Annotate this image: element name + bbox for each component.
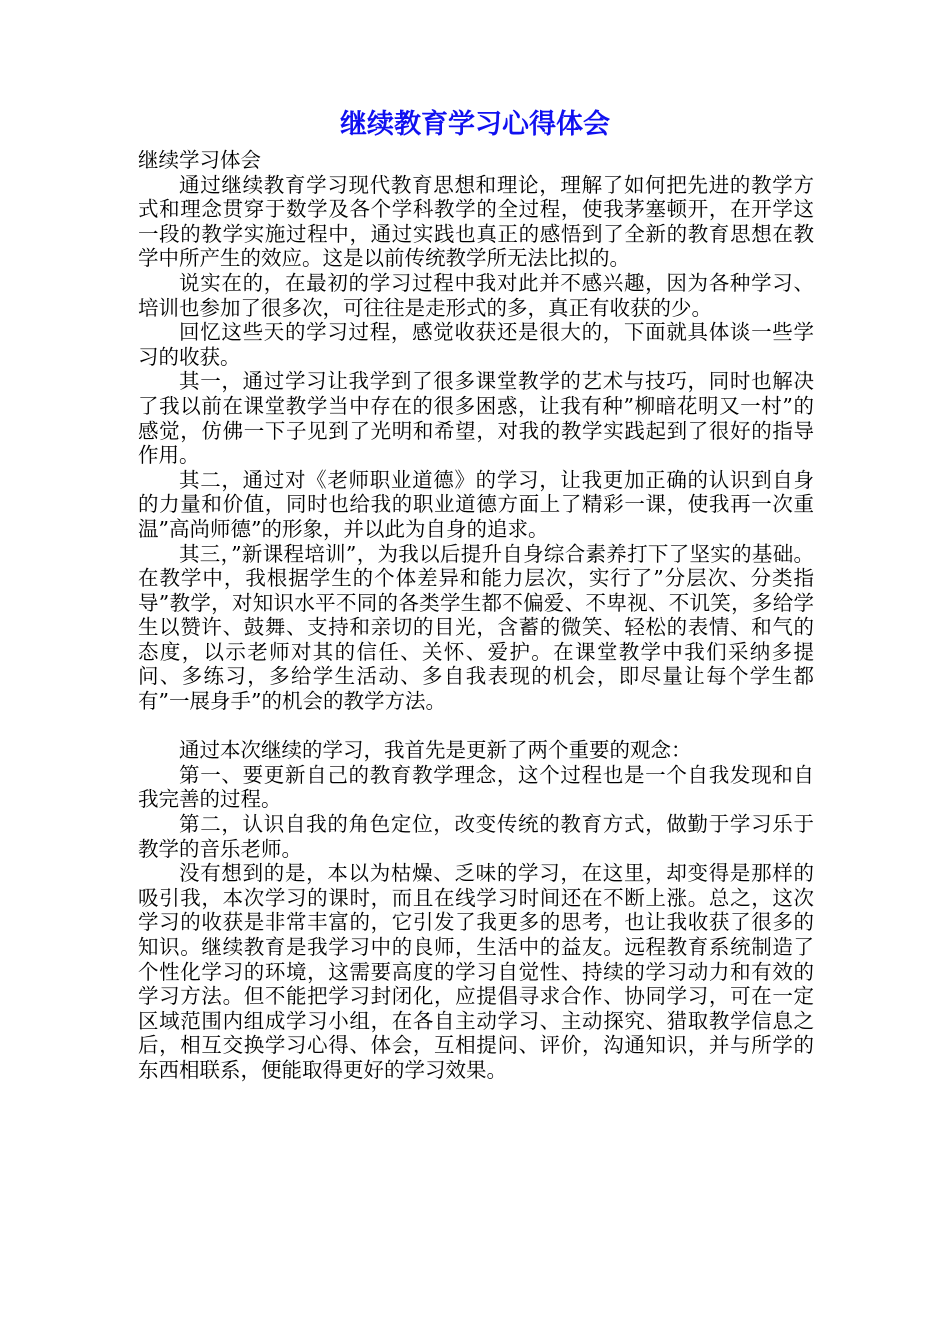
document-body bbox=[138, 148, 814, 1083]
paragraph: 其三，”新课程培训”，为我以后提升自身综合素养打下了坚实的基础。在教学中，我根据学生的个体差异和能力层次，实行了”分层次、分类指导”教学，对知识水平不同的各类学生都不偏爱、不卑视、不讥笑，多给学生以赞许、鼓舞、支持和亲切的目光，含蓄的微笑、轻松的表情、和气的态度，以示老师对其的信任、关怀、爱护。在课堂教学中我们采纳多提问、多练习，多给学生活动、多自我表现的机会，即尽量让每个学生都有”一展身手”的机会的教学方法。 bbox=[138, 541, 814, 714]
paragraph-gap bbox=[138, 714, 814, 739]
paragraph: 说实在的，在最初的学习过程中我对此并不感兴趣，因为各种学习、培训也参加了很多次，可往往是走形式的多，真正有收获的少。 bbox=[138, 270, 814, 320]
paragraph: 回忆这些天的学习过程，感觉收获还是很大的，下面就具体谈一些学习的收获。 bbox=[138, 320, 814, 369]
paragraph: 第二，认识自我的角色定位，改变传统的教育方式，做勤于学习乐于教学的音乐老师。 bbox=[138, 812, 814, 861]
document-title: 继续教育学习心得体会 bbox=[340, 109, 610, 140]
paragraph: 通过继续教育学习现代教育思想和理论，理解了如何把先进的教学方式和理念贯穿于数学及各个学科教学的全过程，使我茅塞顿开，在开学这一段的教学实施过程中，通过实践也真正的感悟到了全新的教育思想在教学中所产生的效应。这是以前传统教学所无法比拟的。 bbox=[138, 172, 814, 271]
paragraph: 通过本次继续的学习，我首先是更新了两个重要的观念： bbox=[179, 738, 692, 763]
paragraph: 没有想到的是，本以为枯燥、乏味的学习，在这里，却变得是那样的吸引我，本次学习的课时，而且在线学习时间还在不断上涨。总之，这次学习的收获是非常丰富的，它引发了我更多的思考，也让我收获了很多的知识。继续教育是我学习中的良师，生活中的益友。远程教育系统制造了个性化学习的环境，这需要高度的学习自觉性、持续的学习动力和有效的学习方法。但不能把学习封闭化，应提倡寻求合作、协同学习，可在一定区域范围内组成学习小组，在各自主动学习、主动探究、猎取教学信息之后，相互交换学习心得、体会，互相提问、评价，沟通知识，并与所学的东西相联系，便能取得更好的学习效果。 bbox=[138, 861, 814, 1082]
paragraph: 其二，通过对《老师职业道德》的学习，让我更加正确的认识到自身的力量和价值，同时也给我的职业道德方面上了精彩一课，使我再一次重温”高尚师德”的形象，并以此为自身的追求。 bbox=[138, 467, 814, 541]
paragraph: 其一，通过学习让我学到了很多课堂教学的艺术与技巧，同时也解决了我以前在课堂教学当中存在的很多困惑，让我有种”柳暗花明又一村”的感觉，仿佛一下子见到了光明和希望，对我的教学实践起到了很好的指导作用。 bbox=[138, 369, 814, 468]
paragraph: 第一、要更新自己的教育教学理念，这个过程也是一个自我发现和自我完善的过程。 bbox=[138, 762, 814, 812]
section-heading: 继续学习体会 bbox=[138, 148, 261, 172]
